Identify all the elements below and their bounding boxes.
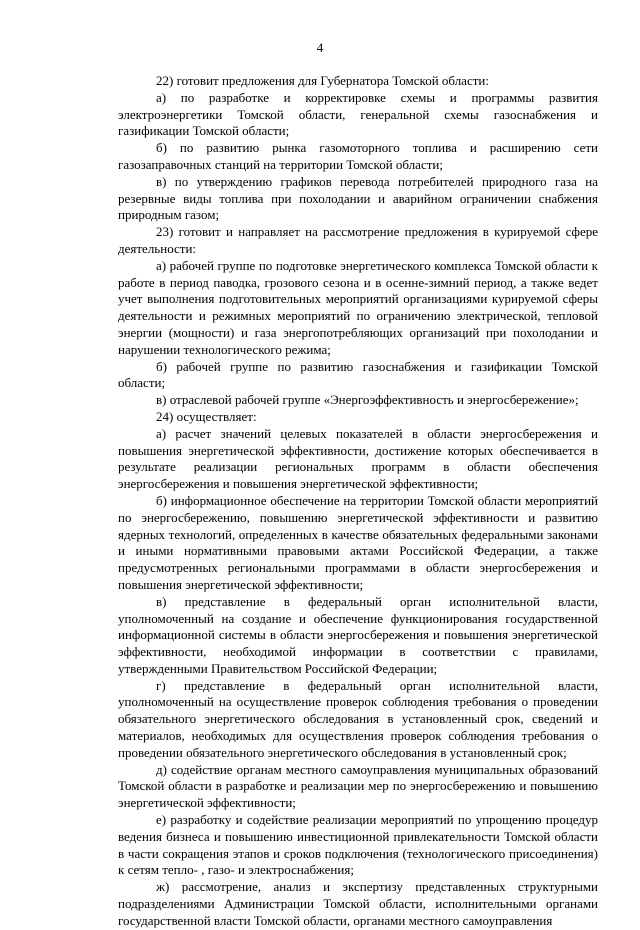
paragraph-23a: а) рабочей группе по подготовке энергетического комплекса Томской области к работе в период паводка, грозового сезона и в осенне-зимний период, а также ведет учет выполнения подготовительных мероприятий организациями курируемой сферы деятельности и режимных мероприятий по ограничению электрической, тепловой энергии (мощности) и газа энергопотребляющих организаций при похолодании и нарушении технологического режима; <box>118 257 598 357</box>
paragraph-23v: в) отраслевой рабочей группе «Энергоэффективность и энергосбережение»; <box>156 392 579 408</box>
paragraph-24v: в) представление в федеральный орган исполнительной власти, уполномоченный на создание и обеспечение функционирования государственной информационной системы в области энергосбережения и повышения энергетической эффективности, необходимой информации в соответствии с правилами, утвержденными Правительством Российской Федерации; <box>118 593 598 676</box>
document-body <box>118 73 598 930</box>
page-number: 4 <box>316 40 324 55</box>
paragraph-24d: д) содействие органам местного самоуправления муниципальных образований Томской области в разработке и реализации мер по энергосбережению и повышению энергетической эффективности; <box>118 761 598 811</box>
paragraph-24b: б) информационное обеспечение на территории Томской области мероприятий по энергосбережению, повышению энергетической эффективности и развитию ядерных технологий, определенных в качестве обязательных федеральными законами и иными нормативными правовыми актами Российской Федерации, а также предусмотренных региональными программами в области энергосбережения и повышения энергетической эффективности; <box>118 492 598 592</box>
paragraph-24zh: ж) рассмотрение, анализ и экспертизу представленных структурными подразделениями Администрации Томской области, исполнительными органами государственной власти Томской области, органами местного самоуправления <box>118 879 598 928</box>
paragraph-22v: в) по утверждению графиков перевода потребителей природного газа на резервные виды топлива при похолодании и аварийном ограничении снабжения природным газом; <box>118 173 598 223</box>
paragraph-24g: г) представление в федеральный орган исполнительной власти, уполномоченный на осуществление проверок соблюдения требования о проведении обязательного энергетического обследования в установленный срок, сведений и материалов, необходимых для осуществления проверок соблюдения требования о проведении обязательного энергетического обследования в установленный срок; <box>118 677 598 760</box>
paragraph-23b: б) рабочей группе по развитию газоснабжения и газификации Томской области; <box>118 358 598 391</box>
paragraph-23: 23) готовит и направляет на рассмотрение предложения в курируемой сфере деятельности: <box>118 224 598 256</box>
paragraph-24: 24) осуществляет: <box>156 408 257 424</box>
paragraph-24e: е) разработку и содействие реализации мероприятий по упрощению процедур ведения бизнеса и повышению инвестиционной привлекательности Томской области в части сокращения этапов и сроков подключения (технологического присоединения) к сетям тепло- , газо- и электроснабжения; <box>118 812 598 878</box>
paragraph-24a: а) расчет значений целевых показателей в области энергосбережения и повышения энергетической эффективности, достижение которых обеспечивается в результате реализации региональных программ в области обеспечения энергосбережения и повышения энергетической эффективности; <box>118 425 598 492</box>
paragraph-22: 22) готовит предложения для Губернатора Томской области: <box>156 73 489 88</box>
paragraph-22a: а) по разработке и корректировке схемы и программы развития электроэнергетики Томской области, генеральной схемы газоснабжения и газификации Томской области; <box>118 89 598 139</box>
paragraph-22b: б) по развитию рынка газомоторного топлива и расширению сети газозаправочных станций на территории Томской области; <box>118 140 598 172</box>
